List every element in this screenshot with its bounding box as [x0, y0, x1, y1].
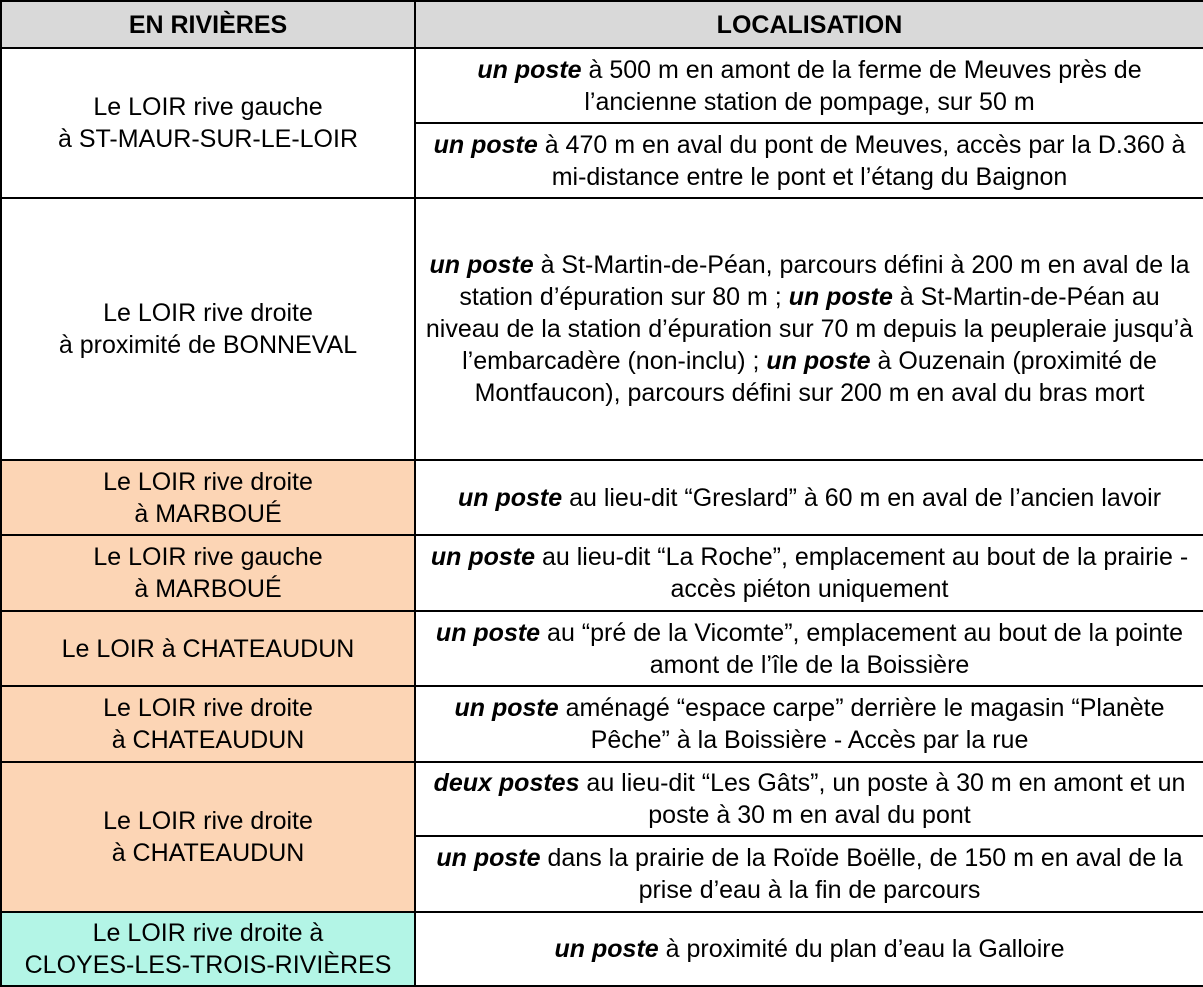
post-count-emphasis: un poste [457, 483, 563, 512]
table-row [1, 611, 1203, 686]
table-row [1, 198, 1203, 460]
location-cell [415, 762, 1203, 836]
river-cell: Le LOIR rive droite à proximité de BONNEVAL [1, 198, 415, 460]
post-count-emphasis: un poste [430, 543, 536, 571]
header-river: EN RIVIÈRES [1, 1, 415, 48]
river-cell: Le LOIR rive gauche à MARBOUÉ [1, 535, 415, 611]
location-cell [415, 611, 1203, 686]
table-row [1, 686, 1203, 762]
post-count-emphasis: un poste [436, 844, 541, 872]
location-cell [415, 836, 1203, 912]
river-cell: Le LOIR rive droite à CHATEAUDUN [1, 762, 415, 912]
post-count-emphasis: un poste [554, 935, 659, 963]
header-location: LOCALISATION [415, 1, 1203, 48]
river-cell: Le LOIR rive droite à CHATEAUDUN [1, 686, 415, 762]
post-count-emphasis: un poste [433, 130, 538, 159]
location-text: à Ouzenain (proximité de Montfaucon), parcours défini sur 200 m en aval du bras mort [474, 347, 1157, 407]
location-text: au lieu-dit “Greslard” à 60 m en aval de l’ancien lavoir [562, 483, 1162, 512]
location-cell [415, 535, 1203, 611]
location-text: aménagé “espace carpe” derrière le magasin “Planète Pêche” à la Boissière - Accès par la rue [558, 694, 1165, 754]
table-body [1, 48, 1203, 986]
post-count-emphasis: un poste [429, 251, 534, 279]
post-count-emphasis: un poste [766, 347, 871, 375]
location-cell [415, 912, 1203, 986]
location-cell [415, 123, 1203, 198]
location-cell [415, 198, 1203, 460]
table-row [1, 48, 1203, 123]
post-count-emphasis: un poste [788, 283, 893, 311]
location-text: à proximité du plan d’eau la Galloire [658, 935, 1065, 963]
river-cell: Le LOIR rive droite à MARBOUÉ [1, 460, 415, 535]
river-cell: Le LOIR à CHATEAUDUN [1, 611, 415, 686]
header-row [1, 1, 1203, 48]
location-text: au lieu-dit “Les Gâts”, un poste à 30 m en amont et un poste à 30 m en aval du pont [579, 769, 1186, 829]
table-row [1, 460, 1203, 535]
location-cell [415, 460, 1203, 535]
table-row [1, 912, 1203, 986]
location-text: à 470 m en aval du pont de Meuves, accès par la D.360 à mi-distance entre le pont et l’étang du Baignon [537, 130, 1186, 191]
location-text: à St-Martin-de-Péan, parcours défini à 200 m en aval de la station d’épuration sur 80 m ; [459, 251, 1190, 311]
table-row [1, 762, 1203, 836]
post-count-emphasis: deux postes [433, 769, 580, 797]
river-cell: Le LOIR rive droite à CLOYES-LES-TROIS-RIVIÈRES [1, 912, 415, 986]
post-count-emphasis: un poste [454, 694, 559, 722]
river-cell: Le LOIR rive gauche à ST-MAUR-SUR-LE-LOIR [1, 48, 415, 198]
location-text: à St-Martin-de-Péan au niveau de la station d’épuration sur 70 m depuis la peupleraie jusqu’à l’embarcadère (non-inclu) ; [425, 283, 1194, 375]
location-text: au “pré de la Vicomte”, emplacement au bout de la pointe amont de l’île de la Boissière [540, 618, 1184, 679]
table-row [1, 535, 1203, 611]
location-cell [415, 48, 1203, 123]
location-cell [415, 686, 1203, 762]
post-count-emphasis: un poste [435, 618, 541, 647]
post-count-emphasis: un poste [477, 55, 582, 84]
location-text: au lieu-dit “La Roche”, emplacement au bout de la prairie - accès piéton uniquement [535, 543, 1189, 603]
location-text: à 500 m en amont de la ferme de Meuves près de l’ancienne station de pompage, sur 50 m [581, 55, 1142, 116]
location-text: dans la prairie de la Roïde Boëlle, de 150 m en aval de la prise d’eau à la fin de parcours [540, 844, 1183, 904]
